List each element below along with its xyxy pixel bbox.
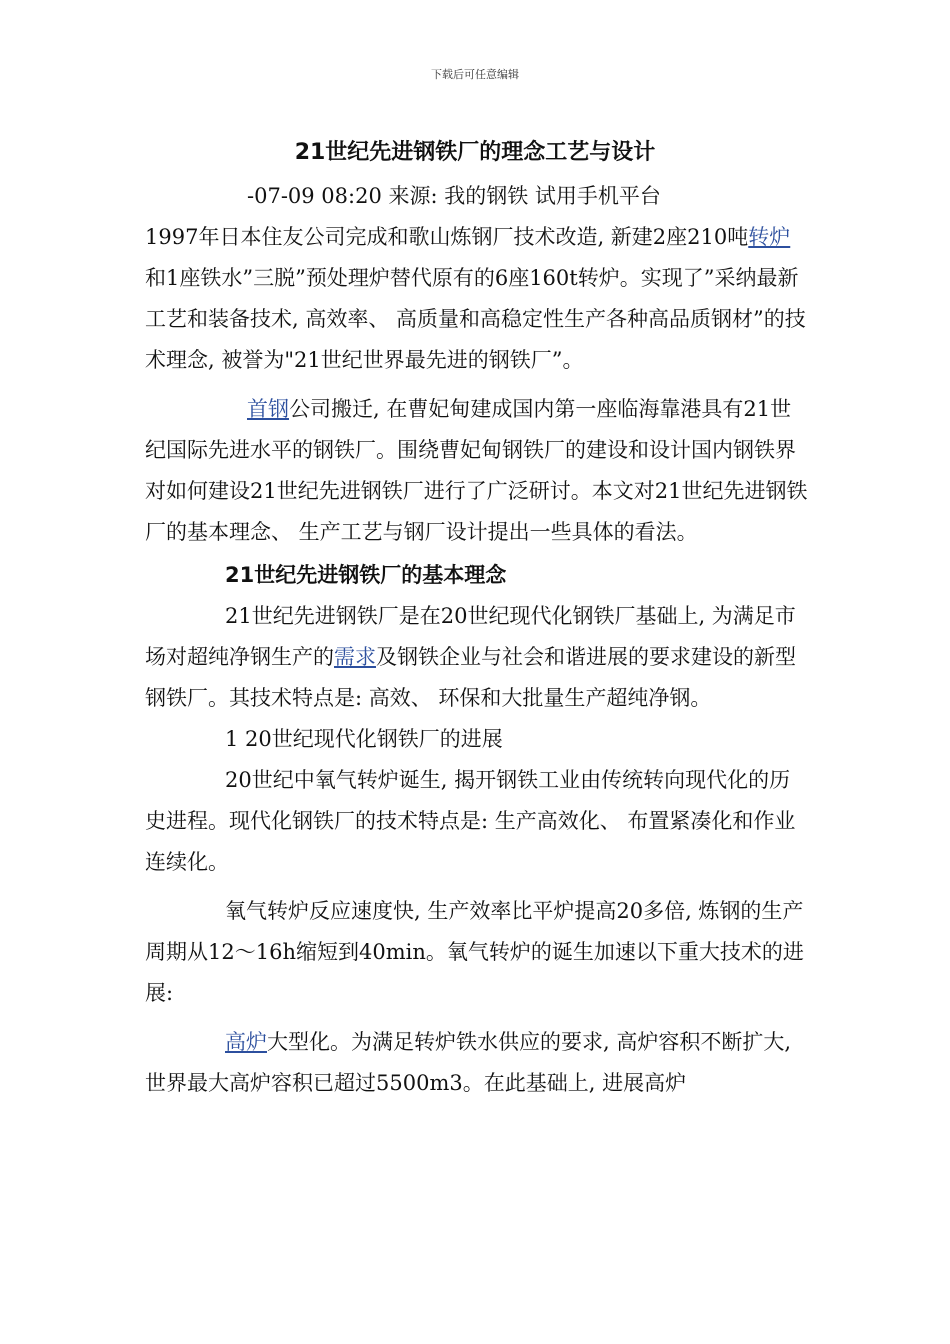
link-blast-furnace[interactable]: 高炉: [225, 1030, 267, 1054]
paragraph-text: 21世纪先进钢铁厂是在20世纪现代化钢铁厂基础上, 为满足市场对超纯净钢生产的: [145, 604, 796, 669]
paragraph-oxygen-converter: 20世纪中氧气转炉诞生, 揭开钢铁工业由传统转向现代化的历史进程。现代化钢铁厂的技术特点是: 生产高效化、 布置紧凑化和作业连续化。: [145, 768, 796, 874]
paragraph-efficiency: 氧气转炉反应速度快, 生产效率比平炉提高20多倍, 炼钢的生产周期从12～16h缩短到40min。氧气转炉的诞生加速以下重大技术的进展:: [145, 899, 804, 1005]
spacer: [145, 883, 810, 891]
section-heading: 21世纪先进钢铁厂的基本理念: [225, 563, 507, 587]
link-demand[interactable]: 需求: [334, 645, 376, 669]
paragraph-text: 和1座铁水”三脱”预处理炉替代原有的6座160t转炉。实现了”采纳最新工艺和装备技术, 高效率、 高质量和高稳定性生产各种高品质钢材”的技术理念, 被誉为"21世纪世界最先进的钢铁厂”。: [145, 266, 806, 372]
paragraph-concept: [145, 596, 810, 719]
link-shougang[interactable]: 首钢: [247, 397, 289, 421]
paragraph-text: 公司搬迁, 在曹妃甸建成国内第一座临海靠港具有21世纪国际先进水平的钢铁厂。围绕曹妃甸钢铁厂的建设和设计国内钢铁界对如何建设21世纪先进钢铁厂进行了广泛研讨。本文对21世纪先进钢铁厂的基本理念、 生产工艺与钢厂设计提出一些具体的看法。: [145, 397, 808, 544]
paragraph-blast-furnace: [145, 1022, 810, 1104]
dateline: -07-09 08:20 来源: 我的钢铁 试用手机平台: [247, 184, 661, 208]
paragraph-text: 1997年日本住友公司完成和歌山炼钢厂技术改造, 新建2座210吨: [145, 225, 749, 249]
paragraph-text: 及钢铁企业与社会和谐进展的要求建设的新型钢铁厂。其技术特点是: 高效、 环保和大批量生产超纯净钢。: [145, 645, 796, 710]
paragraph-text: 大型化。为满足转炉铁水供应的要求, 高炉容积不断扩大, 世界最大高炉容积已超过5500m3。在此基础上, 进展高炉: [145, 1030, 792, 1095]
document-title: 21世纪先进钢铁厂的理念工艺与设计: [294, 140, 656, 165]
spacer: [145, 1014, 810, 1022]
spacer: [145, 381, 810, 389]
subsection-heading: 1 20世纪现代化钢铁厂的进展: [225, 727, 503, 751]
paragraph-intro: [145, 217, 810, 381]
header-note: 下载后可任意编辑: [431, 68, 519, 81]
article-body: [145, 176, 810, 1104]
link-converter[interactable]: 转炉: [748, 225, 791, 249]
paragraph-shougang: [145, 389, 810, 553]
